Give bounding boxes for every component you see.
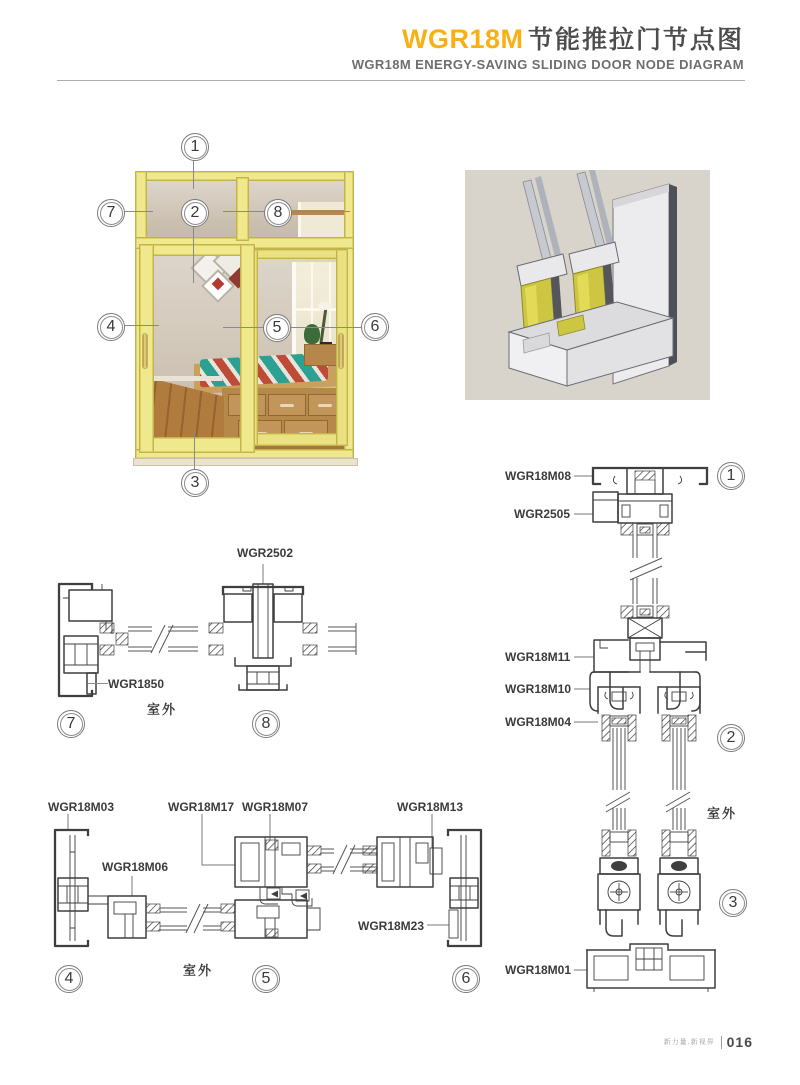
label-line-wgr1850 xyxy=(88,683,108,684)
label-wgr18m07: WGR18M07 xyxy=(242,800,309,814)
node-callout-5: 5 xyxy=(252,965,280,993)
label-wgr18m01: WGR18M01 xyxy=(505,963,572,977)
outdoor-label-3: 室外 xyxy=(707,806,738,821)
callout-2: 2 xyxy=(181,199,209,227)
title-model: WGR18M xyxy=(402,24,524,54)
transom-glass-right xyxy=(248,180,345,238)
footer-divider xyxy=(721,1036,722,1049)
callout-5: 5 xyxy=(263,314,291,342)
label-wgr2505: WGR2505 xyxy=(514,507,571,521)
title-subtitle-en: WGR18M ENERGY-SAVING SLIDING DOOR NODE DIAGRAM xyxy=(351,57,744,73)
label-wgr2502: WGR2502 xyxy=(237,546,294,560)
node-callout-4: 4 xyxy=(55,965,83,993)
label-wgr18m06: WGR18M06 xyxy=(102,860,169,874)
outdoor-label-2: 室外 xyxy=(183,963,214,978)
left-sash-right-stile xyxy=(241,245,254,452)
right-sash-top-rail xyxy=(248,250,347,258)
callout-line-2 xyxy=(193,225,194,283)
orchid-stem xyxy=(319,306,327,344)
callout-4: 4 xyxy=(97,313,125,341)
label-wgr18m10: WGR18M10 xyxy=(505,682,572,696)
page-title xyxy=(352,24,744,55)
baseboard xyxy=(144,376,222,381)
profile-3d-render xyxy=(465,170,710,400)
callout-line-1 xyxy=(193,159,194,189)
shelf-decor xyxy=(212,278,225,291)
label-wgr1850: WGR1850 xyxy=(108,677,165,691)
left-sash-bottom-rail xyxy=(140,438,254,452)
label-wgr18m23: WGR18M23 xyxy=(358,919,425,933)
right-sash-bottom-rail xyxy=(248,434,347,445)
left-door-handle xyxy=(143,334,147,368)
node-callout-1: 1 xyxy=(717,462,745,490)
page-number: 016 xyxy=(726,1034,753,1050)
callout-line-4 xyxy=(124,325,159,326)
label-wgr18m04: WGR18M04 xyxy=(505,715,572,729)
page-header xyxy=(352,24,744,73)
header-divider xyxy=(57,80,745,81)
transom-mullion xyxy=(237,178,248,240)
right-door-handle xyxy=(339,334,343,368)
outdoor-label-1: 室外 xyxy=(147,702,178,717)
door-sill xyxy=(133,458,358,466)
callout-3: 3 xyxy=(181,469,209,497)
window-reflection xyxy=(298,202,345,238)
node-callout-2: 2 xyxy=(717,724,745,752)
footer-brand: 新力量.新视界 xyxy=(663,1039,715,1046)
node-callout-7: 7 xyxy=(57,710,85,738)
title-chinese: 节能推拉门节点图 xyxy=(527,26,744,54)
page-footer xyxy=(664,1034,753,1050)
node-callout-6: 6 xyxy=(452,965,480,993)
callout-1: 1 xyxy=(181,133,209,161)
callout-6: 6 xyxy=(361,313,389,341)
node-callout-3: 3 xyxy=(719,889,747,917)
label-wgr18m03: WGR18M03 xyxy=(48,800,115,814)
callout-line-3 xyxy=(194,432,195,470)
callout-line-7 xyxy=(124,211,153,212)
label-wgr18m17: WGR18M17 xyxy=(168,800,235,814)
section-drawing-nodes-1-2-3 xyxy=(490,440,800,1050)
node-callout-8: 8 xyxy=(252,710,280,738)
callout-line-5-6 xyxy=(223,327,361,328)
left-sash-top-rail xyxy=(140,245,254,255)
bed-side-table xyxy=(304,344,340,366)
label-wgr18m08: WGR18M08 xyxy=(505,469,572,483)
label-wgr18m11: WGR18M11 xyxy=(505,650,571,664)
section-drawing-nodes-7-8 xyxy=(40,540,400,740)
callout-8: 8 xyxy=(264,199,292,227)
label-wgr18m13: WGR18M13 xyxy=(397,800,464,814)
drawer xyxy=(268,394,306,416)
callout-7: 7 xyxy=(97,199,125,227)
orchid-bloom xyxy=(318,302,332,310)
